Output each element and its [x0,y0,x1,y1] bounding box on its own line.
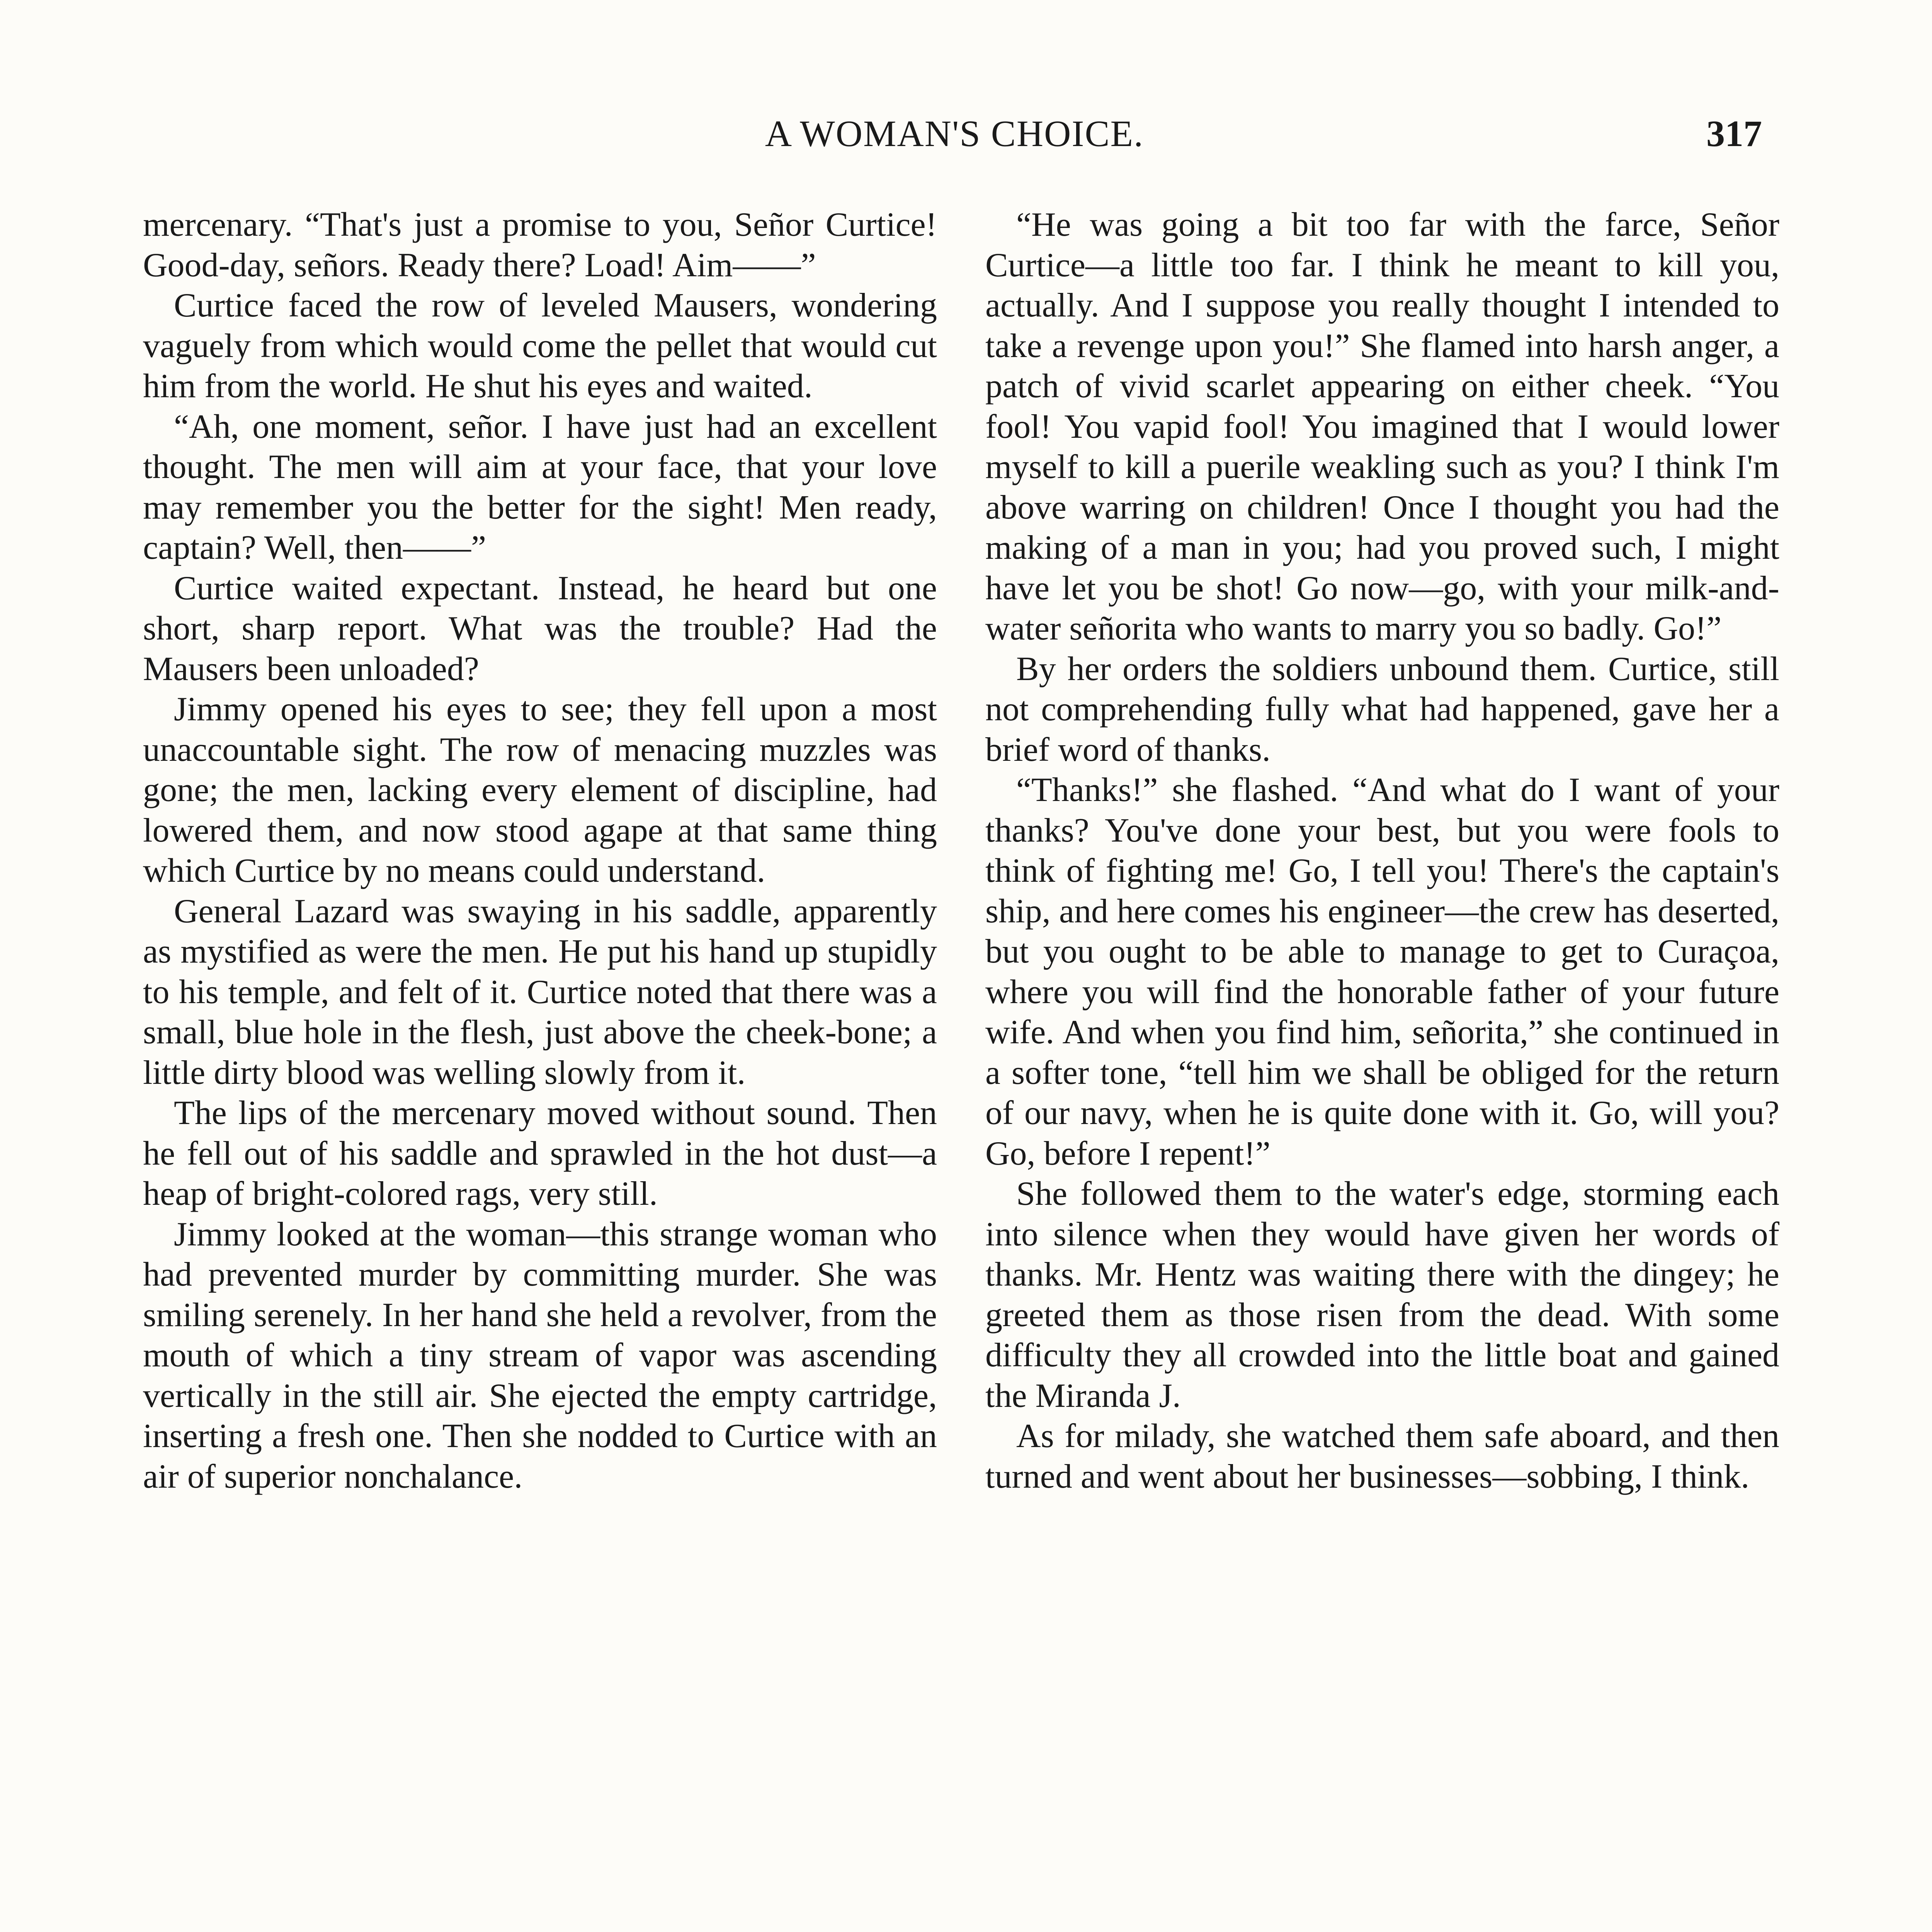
story-column-right [985,205,1779,1497]
story-paragraph: By her orders the soldiers unbound them. Curtice, still not comprehending fully what had happened, gave her a brief word of thanks. [985,650,1779,769]
page-header [147,112,1762,166]
story-column-left [143,205,937,1497]
story-paragraph: The lips of the mercenary moved without sound. Then he fell out of his saddle and sprawled in the hot dust—a heap of bright-colored rags, very still. [143,1094,937,1213]
story-paragraph: Jimmy looked at the woman—this strange woman who had prevented murder by committing murder. She was smiling serenely. In her hand she held a revolver, from the mouth of which a tiny stream of vapor was ascending vertically in the still air. She ejected the empty cartridge, inserting a fresh one. Then she nodded to Curtice with an air of superior nonchalance. [143,1215,937,1495]
story-paragraph: As for milady, she watched them safe aboard, and then turned and went about her businesses—sobbing, I think. [985,1417,1779,1495]
story-paragraph: General Lazard was swaying in his saddle, apparently as mystified as were the men. He put his hand up stupidly to his temple, and felt of it. Curtice noted that there was a small, blue hole in the flesh, just above the cheek-bone; a little dirty blood was welling slowly from it. [143,892,937,1092]
story-paragraph: Curtice waited expectant. Instead, he heard but one short, sharp report. What was the trouble? Had the Mausers been unloaded? [143,569,937,688]
story-paragraph: mercenary. “That's just a promise to you, Señor Curtice! Good-day, señors. Ready there? Load! Aim——” [143,206,937,284]
page-title: A WOMAN'S CHOICE. [765,113,1144,154]
story-paragraph: She followed them to the water's edge, storming each into silence when they would have given her words of thanks. Mr. Hentz was waiting there with the dingey; he greeted them as those risen from the dead. With some difficulty they all crowded into the little boat and gained the Miranda J. [985,1175,1779,1415]
story-paragraph: “Ah, one moment, señor. I have just had an excellent thought. The men will aim at your face, that your love may remember you the better for the sight! Men ready, captain? Well, then——” [143,408,937,566]
story-paragraph: Curtice faced the row of leveled Mausers, wondering vaguely from which would come the pellet that would cut him from the world. He shut his eyes and waited. [143,287,937,405]
story-paragraph: “Thanks!” she flashed. “And what do I want of your thanks? You've done your best, but you were fools to think of fighting me! Go, I tell you! There's the captain's ship, and here comes his engineer—the crew has deserted, but you ought to be able to manage to get to Curaçoa, where you will find the honorable father of your future wife. And when you find him, señorita,” she continued in a softer tone, “tell him we shall be obliged for the return of our navy, when he is quite done with it. Go, will you? Go, before I repent!” [985,771,1779,1172]
story-paragraph: Jimmy opened his eyes to see; they fell upon a most unaccountable sight. The row of menacing muzzles was gone; the men, lacking every element of discipline, had lowered them, and now stood agape at that same thing which Curtice by no means could understand. [143,690,937,889]
page-number: 317 [1706,113,1762,154]
story-paragraph: “He was going a bit too far with the farce, Señor Curtice—a little too far. I think he meant to kill you, actually. And I suppose you really thought I intended to take a revenge upon you!” She flamed into harsh anger, a patch of vivid scarlet appearing on either cheek. “You fool! You vapid fool! You imagined that I would lower myself to kill a puerile weakling such as you? I think I'm above warring on children! Once I thought you had the making of a man in you; had you proved such, I might have let you be shot! Go now—go, with your milk-and-water señorita who wants to marry you so badly. Go!” [985,206,1779,647]
